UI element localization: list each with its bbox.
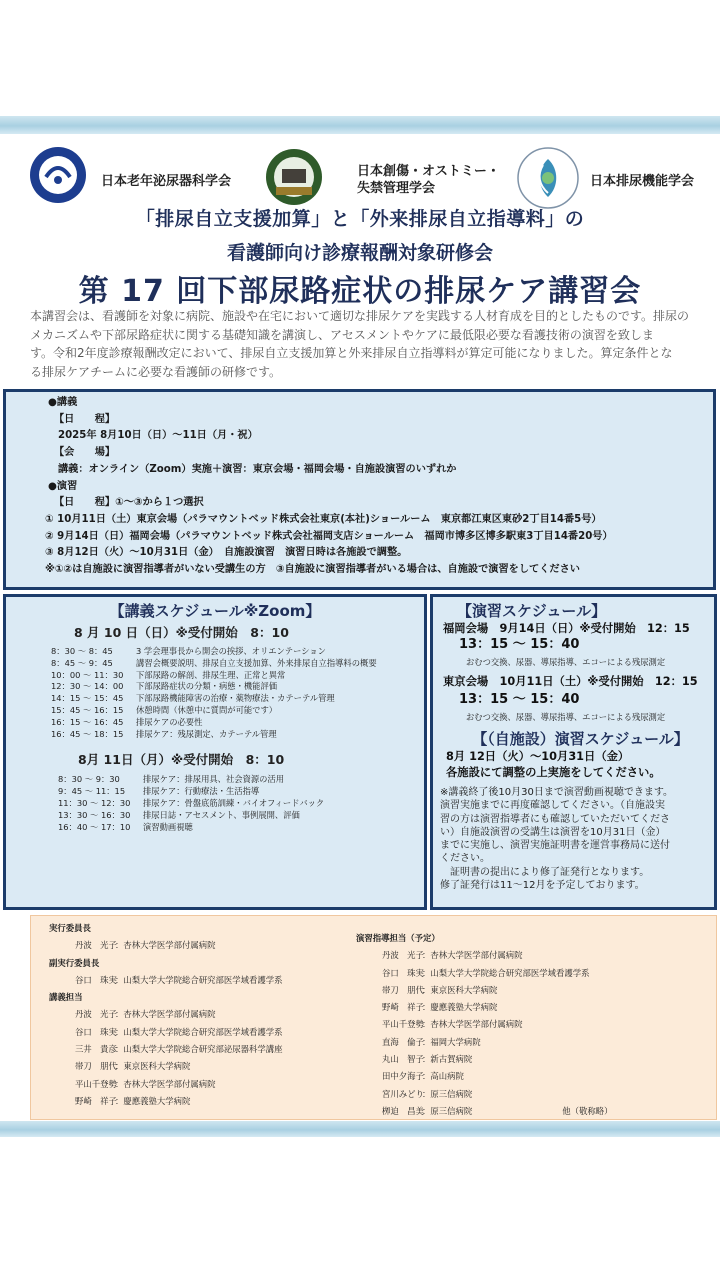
self-practice-dates: 8月 12日（火）～10月31日（金）	[446, 750, 630, 763]
schedule-row: 16：45 ～ 18：15 排尿ケア：残尿測定、カテーテル管理	[51, 728, 277, 739]
lecture-label: ●講義	[48, 397, 78, 408]
staff-person: 谷口 珠実：山梨大学大学院総合研究部医学域看護学系	[382, 967, 590, 978]
schedule-row: 10：00 ～ 11：30 下部尿路の解剖、排尿生理、正常と異常	[51, 669, 286, 680]
fukuoka-time: 13：15 ～ 15：40	[459, 637, 580, 652]
staff-role: 副実行委員長	[49, 957, 100, 968]
staff-person: 丹波 光子：杏林大学医学部付属病院	[75, 1009, 216, 1020]
lecture-dates-label: 【日 程】	[54, 413, 116, 425]
staff-role: 演習指導担当（予定）	[356, 933, 440, 943]
schedule-row: 8：45 ～ 9：45 講習会概要説明、排尿自立支援加算、外来排尿自立指導料の概要	[51, 657, 377, 668]
wocm-seal-icon	[246, 147, 342, 207]
title-line-1: 「排尿自立支援加算」と「外来排尿自立指導料」の	[135, 208, 585, 230]
honorifics-omitted-note: 他（敬称略）	[562, 1105, 613, 1116]
practice-schedule-heading: 【演習スケジュール】	[457, 602, 607, 620]
staff-person: 野崎 祥子：慶應義塾大学病院	[382, 1002, 498, 1013]
self-practice-heading: 【（自施設）演習スケジュール】	[472, 730, 689, 748]
staff-role: 実行委員長	[49, 923, 91, 933]
venue-label: 【会 場】	[54, 447, 116, 459]
staff-person: 谷口 珠実：山梨大学大学院総合研究部医学域看護学系	[75, 1026, 283, 1037]
lecture-schedule-box	[3, 594, 427, 910]
day2-schedule	[6, 774, 424, 833]
day1-heading: 8 月 10 日（日）※受付開始 8：10	[74, 625, 289, 640]
schedule-row: 14：15 ～ 15：45 下部尿路機能障害の治療・薬物療法・カテーテル管理	[51, 693, 335, 704]
continence-society-logo-icon	[515, 145, 581, 211]
staff-role: 講義担当	[49, 992, 83, 1003]
staff-person: 丹波 光子：杏林大学医学部付属病院	[382, 950, 523, 961]
practice-notes: ※講義終了後10月30日まで演習動画視聴できます。 演習実施までに再度確認してください。（自施設実 習の方は演習指導者にも確認していただいてくださ い）自施設演習の受講生は演習を10月31日（金） までに実施し、演習実施証明書を運営事務局に送付 ください。 証明書の提出により修了証発行となります。 修了証発行は11～12月を予定しております。	[440, 787, 674, 892]
staff-person: 宮川みどり：原三信病院	[382, 1088, 473, 1099]
fukuoka-contents: おむつ交換、尿器、導尿指導、エコーによる残尿測定	[466, 657, 666, 667]
schedule-row: 12：30 ～ 14：00 下部尿路症状の分類・病態・機能評価	[51, 681, 278, 692]
schedule-row: 8：30 ～ 8：45 3 学会理事長から開会の挨拶、オリエンテーション	[51, 646, 326, 656]
staff-person: 帯刀 朋代：東京医科大学病院	[75, 1061, 191, 1072]
staff-person: 帯刀 朋代：東京医科大学病院	[382, 984, 498, 995]
org-name-2: 日本創傷・オストミー・ 失禁管理学会	[357, 164, 500, 196]
staff-right-column	[356, 930, 613, 1120]
tokyo-venue-line: 東京会場 10月11日（土）※受付開始 12：15	[443, 675, 698, 688]
staff-left-column	[49, 920, 283, 1110]
staff-person: 栁迫 昌美：原三信病院 他（敬称略）	[382, 1105, 613, 1116]
practice-label: ●演習	[48, 480, 78, 492]
geriatric-urology-seal-icon	[28, 145, 88, 205]
page-title: 第 17 回下部尿路症状の排尿ケア講習会	[78, 274, 642, 309]
practice-option-1: ① 10月11日（土）東京会場（パラマウントベッド株式会社東京(本社)ショールーム 東京都江東区東砂2丁目14番5号）	[45, 513, 602, 525]
practice-option-2: ② 9月14日（日）福岡会場（パラマウントベッド株式会社福岡支店ショールーム 福岡市博多区博多駅東3丁目14番20号）	[45, 530, 613, 542]
intro-paragraph: 本講習会は、看護師を対象に病院、施設や在宅において適切な排尿ケアを実践する人材育成を目的としたものです。排尿の メカニズムや下部尿路症状に関する基礎知識を講演し、アセスメントやケアに最低限必要な看護技術の演習を致しま す。令和2年度診療報酬改定において、排尿自立支援加算と外来排尿自立指導料が算定可能になりました。算定条件とな る排尿ケアチームに必要な看護師の研修です。	[30, 309, 690, 379]
staff-person: 丹波 光子：杏林大学医学部付属病院	[75, 940, 216, 951]
day2-heading: 8月 11日（月）※受付開始 8：10	[78, 752, 285, 768]
staff-person: 平山千登勢：杏林大学医学部付属病院	[382, 1019, 523, 1030]
staff-person: 田中夕海子：高山病院	[382, 1071, 464, 1082]
title-line-2: 看護師向け診療報酬対象研修会	[226, 242, 493, 264]
staff-person: 野崎 祥子：慶應義塾大学病院	[75, 1095, 191, 1106]
org-name-1: 日本老年泌尿器科学会	[101, 174, 232, 189]
lecture-schedule-heading: 【講義スケジュール※Zoom】	[109, 602, 321, 620]
staff-person: 丸山 智子：新古賀病院	[382, 1054, 473, 1065]
org-name-3: 日本排尿機能学会	[590, 174, 695, 189]
schedule-row: 11：30 ～ 12：30 排尿ケア：骨盤底筋訓練・バイオフィードバック	[58, 797, 325, 808]
lecture-dates-value: 2025年 8月10日（日）～11日（月・祝）	[58, 430, 258, 442]
course-info-box	[3, 389, 716, 590]
staff-person: 平山千登勢：杏林大学医学部付属病院	[75, 1078, 216, 1089]
staff-person: 三井 貴彦：山梨大学大学院総合研究部泌尿器科学講座	[75, 1044, 283, 1055]
schedule-row: 15：45 ～ 16：15 休憩時間（休憩中に質問が可能です）	[51, 704, 278, 715]
schedule-row: 13：30 ～ 16：30 排尿日誌・アセスメント、事例展開、評価	[58, 809, 300, 820]
top-decorative-band	[0, 116, 720, 134]
tokyo-time: 13：15 ～ 15：40	[459, 692, 580, 707]
staff-box	[30, 915, 717, 1120]
practice-schedule-box	[430, 594, 717, 910]
self-practice-line: 各施設にて調整の上実施をしてください。	[446, 766, 661, 779]
staff-person: 谷口 珠実：山梨大学大学院総合研究部医学域看護学系	[75, 974, 283, 985]
staff-person: 直海 倫子：福岡大学病院	[382, 1036, 481, 1047]
practice-dates-label: 【日 程】①～③から１つ選択	[54, 497, 204, 509]
practice-note: ※①②は自施設に演習指導者がいない受講生の方 ③自施設に演習指導者がいる場合は、自施設で演習をしてください	[45, 564, 580, 576]
schedule-row: 9：45 ～ 11：15 排尿ケア：行動療法・生活指導	[58, 786, 260, 797]
bottom-decorative-band	[0, 1121, 720, 1137]
schedule-row: 16：15 ～ 16：45 排尿ケアの必要性	[51, 716, 203, 727]
fukuoka-venue-line: 福岡会場 9月14日（日）※受付開始 12：15	[443, 622, 690, 635]
tokyo-contents: おむつ交換、尿器、導尿指導、エコーによる残尿測定	[466, 712, 666, 722]
practice-option-3: ③ 8月12日（火）～10月31日（金） 自施設演習 演習日時は各施設で調整。	[45, 547, 408, 559]
venue-value: 講義：オンライン（Zoom）実施＋演習：東京会場・福岡会場・自施設演習のいずれか	[58, 463, 457, 475]
schedule-row: 8：30 ～ 9：30 排尿ケア：排尿用具、社会資源の活用	[58, 774, 285, 785]
schedule-row: 16：40 ～ 17：10 演習動画視聴	[58, 821, 193, 832]
day1-schedule	[6, 646, 424, 740]
